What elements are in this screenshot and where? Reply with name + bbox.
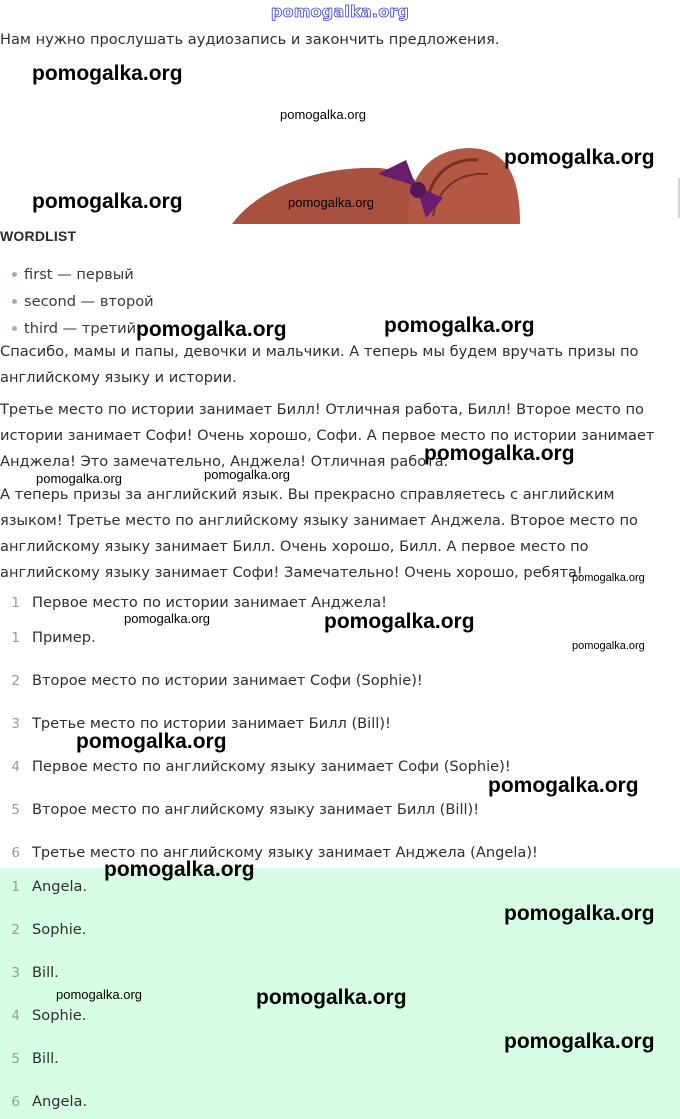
watermark: pomogalka.org [324,610,475,633]
watermark: pomogalka.org [32,190,183,213]
watermark: pomogalka.org [104,858,255,881]
watermark: pomogalka.org [504,146,655,169]
watermark: pomogalka.org [572,640,645,652]
sentence-item: 1 Первое место по истории занимает Анджела! [11,594,388,611]
answer-item: 4 Sophie. [11,1007,87,1024]
sentence-item: 3 Третье место по истории занимает Билл (Bill)! [11,715,391,732]
wordlist-title: WORDLIST [0,228,77,244]
task-instruction: Нам нужно прослушать аудиозапись и закончить предложения. [0,31,500,48]
watermark: pomogalka.org [504,1030,655,1053]
wordlist-item: third — третий [12,316,154,343]
watermark: pomogalka.org [504,902,655,925]
answer-item: 5 Bill. [11,1050,59,1067]
watermark: pomogalka.org [424,442,575,465]
sentence-item: 2 Второе место по истории занимает Софи (Sophie)! [11,672,423,689]
bullet-icon [12,326,17,331]
answer-item: 1 Angela. [11,878,88,895]
transcript-paragraph: Третье место по истории занимает Билл! Отличная работа, Билл! Второе место по истории занимает Софи! Очень хорошо, Софи. А первое место по истории занимает Анджела! Это замечательно, Анджела! Отличная работа. [0,401,655,470]
watermark: pomogalka.org [488,774,639,797]
watermark: pomogalka.org [384,314,535,337]
transcript-paragraph: Спасибо, мамы и папы, девочки и мальчики. А теперь мы будем вручать призы по английскому языку и истории. [0,343,639,386]
transcript-paragraph: А теперь призы за английский язык. Вы прекрасно справляетесь с английским языком! Третье место по английскому языку занимает Анджела. Второе место по английскому языку занимает Билл. Очень хорошо, Билл. А первое место по английскому языку занимает Софи! Замечательно! Очень хорошо, ребята! [0,486,638,581]
bullet-icon [12,299,17,304]
watermark: pomogalka.org [36,471,122,486]
watermark: pomogalka.org [124,611,210,626]
bullet-icon [12,272,17,277]
sentence-item: 5 Второе место по английскому языку занимает Билл (Bill)! [11,801,480,818]
wordlist [12,262,154,343]
watermark: pomogalka.org [204,467,290,482]
watermark: pomogalka.org [32,62,183,85]
answer-item: 2 Sophie. [11,921,87,938]
wordlist-item: second — второй [12,289,154,316]
wordlist-item: first — первый [12,262,154,289]
site-logo[interactable]: pomogalka.org [270,2,410,21]
answer-item: 3 Bill. [11,964,59,981]
sentence-item: 6 Третье место по английскому языку занимает Анджела (Angela)! [11,844,538,861]
watermark: pomogalka.org [280,107,366,122]
watermark: pomogalka.org [256,986,407,1009]
watermark: pomogalka.org [76,730,227,753]
watermark: pomogalka.org [572,572,645,584]
watermark: pomogalka.org [56,987,142,1002]
watermark: pomogalka.org [136,318,287,341]
sentence-item: 1 Пример. [11,629,96,646]
sentence-item: 4 Первое место по английскому языку занимает Софи (Sophie)! [11,758,511,775]
hats-illustration [228,138,528,224]
answer-item: 6 Angela. [11,1093,88,1110]
watermark: pomogalka.org [288,195,374,210]
